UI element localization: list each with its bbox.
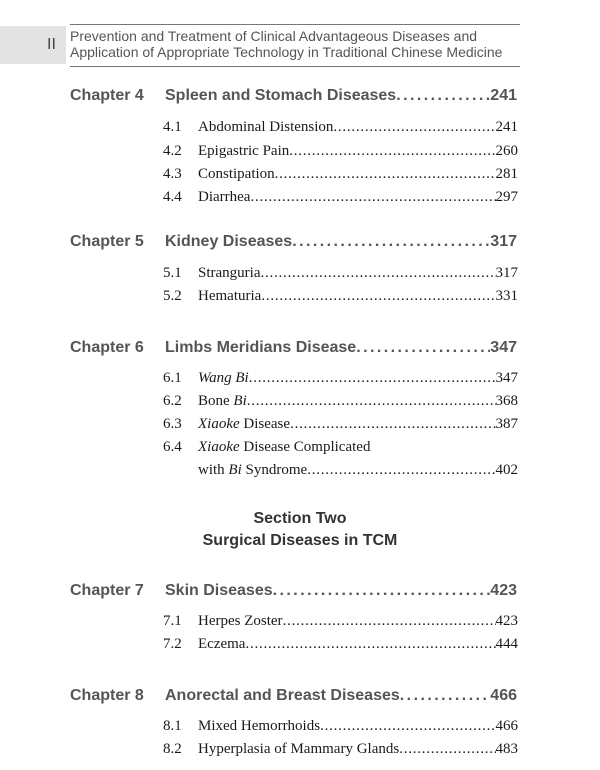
item-title-plain: Bone <box>198 393 234 409</box>
item-number: 6.1 <box>163 370 182 386</box>
running-header <box>0 0 600 70</box>
dot-leader <box>307 462 495 479</box>
item-page: 402 <box>495 462 518 478</box>
chapter-page: 423 <box>490 582 517 599</box>
item-page: 466 <box>495 718 518 734</box>
dot-leader <box>283 613 496 630</box>
chapter-page: 317 <box>490 233 517 250</box>
chapter-label: Chapter 4 <box>70 87 144 104</box>
book-title-line-1: Prevention and Treatment of Clinical Advantageous Diseases and <box>70 28 478 44</box>
item-number: 4.3 <box>163 166 182 182</box>
item-title-italic: Xiaoke <box>198 439 240 455</box>
item-title: Eczema <box>198 636 246 652</box>
item-number: 6.3 <box>163 416 182 432</box>
chapter-entry[interactable] <box>165 687 517 705</box>
item-title-italic: Bi <box>228 462 242 478</box>
dot-leader <box>292 233 490 251</box>
book-title <box>70 28 530 60</box>
item-title: Mixed Hemorrhoids <box>198 718 321 734</box>
item-title-italic: Bi <box>233 393 247 409</box>
toc-item[interactable] <box>198 393 518 410</box>
item-title: Epigastric Pain <box>198 143 290 159</box>
dot-leader <box>273 582 491 600</box>
item-page: 444 <box>495 636 518 652</box>
chapter-entry[interactable] <box>165 339 517 357</box>
section-heading <box>0 508 600 552</box>
item-number: 8.2 <box>163 741 182 757</box>
toc-item[interactable] <box>198 189 518 206</box>
chapter-page: 466 <box>490 687 517 704</box>
dot-leader <box>356 339 490 357</box>
toc-item[interactable] <box>198 288 518 305</box>
dot-leader <box>275 166 496 183</box>
item-title: Abdominal Distension <box>198 119 334 135</box>
toc-item[interactable] <box>198 462 518 479</box>
chapter-title: Anorectal and Breast Diseases <box>165 687 400 704</box>
item-title: Hematuria <box>198 288 262 304</box>
item-page: 260 <box>495 143 518 159</box>
item-page: 241 <box>495 119 518 135</box>
chapter-page: 241 <box>490 87 517 104</box>
item-title: Herpes Zoster <box>198 613 283 629</box>
item-title-prefix: with <box>198 462 229 478</box>
item-page: 317 <box>495 265 518 281</box>
item-number: 6.4 <box>163 439 182 455</box>
dot-leader <box>289 143 495 160</box>
dot-leader <box>250 189 495 206</box>
chapter-entry[interactable] <box>165 87 517 105</box>
chapter-label: Chapter 6 <box>70 339 144 356</box>
item-number: 4.2 <box>163 143 182 159</box>
item-number: 8.1 <box>163 718 182 734</box>
item-title-italic: Xiaoke <box>198 416 240 432</box>
item-title <box>198 416 290 433</box>
toc-item[interactable] <box>198 143 518 160</box>
dot-leader <box>320 718 495 735</box>
chapter-entry[interactable] <box>165 582 517 600</box>
dot-leader <box>399 741 495 758</box>
chapter-entry[interactable] <box>165 233 517 251</box>
dot-leader <box>260 265 495 282</box>
toc-item[interactable] <box>198 718 518 735</box>
book-title-line-2: Application of Appropriate Technology in Traditional Chinese Medicine <box>70 44 503 60</box>
item-page: 368 <box>495 393 518 409</box>
item-title <box>198 370 249 387</box>
item-title: Hyperplasia of Mammary Glands <box>198 741 400 757</box>
item-title: Constipation <box>198 166 275 182</box>
chapter-title: Spleen and Stomach Diseases <box>165 87 397 104</box>
section-number: Section Two <box>253 510 347 527</box>
item-title-suffix: Disease <box>239 416 291 432</box>
chapter-title: Limbs Meridians Disease <box>165 339 357 356</box>
item-number: 7.1 <box>163 613 182 629</box>
item-number: 4.4 <box>163 189 182 205</box>
item-page: 281 <box>495 166 518 182</box>
item-title: Stranguria <box>198 265 261 281</box>
toc-item[interactable] <box>198 119 518 136</box>
item-title-continued <box>198 462 307 479</box>
item-title-first-line[interactable] <box>198 439 370 456</box>
toc-item[interactable] <box>198 636 518 653</box>
item-title-suffix: Disease Complicated <box>239 439 371 455</box>
toc-item[interactable] <box>198 370 518 387</box>
item-page: 483 <box>495 741 518 757</box>
item-page: 347 <box>495 370 518 386</box>
toc-item[interactable] <box>198 741 518 758</box>
dot-leader <box>333 119 495 136</box>
header-rule-top <box>70 24 520 25</box>
header-rule-bottom <box>70 66 520 67</box>
item-title-italic: Wang Bi <box>198 370 249 386</box>
chapter-label: Chapter 7 <box>70 582 144 599</box>
dot-leader <box>245 636 495 653</box>
item-title <box>198 393 247 410</box>
item-page: 331 <box>495 288 518 304</box>
item-number: 7.2 <box>163 636 182 652</box>
item-number: 5.1 <box>163 265 182 281</box>
section-title: Surgical Diseases in TCM <box>202 532 398 549</box>
item-title: Diarrhea <box>198 189 251 205</box>
item-page: 297 <box>495 189 518 205</box>
item-number: 5.2 <box>163 288 182 304</box>
dot-leader <box>400 687 491 705</box>
dot-leader <box>247 393 496 410</box>
page-number: II <box>0 26 66 64</box>
item-title-suffix: Syndrome <box>241 462 308 478</box>
item-number: 6.2 <box>163 393 182 409</box>
dot-leader <box>290 416 495 433</box>
item-page: 423 <box>495 613 518 629</box>
item-number: 4.1 <box>163 119 182 135</box>
item-page: 387 <box>495 416 518 432</box>
toc-item[interactable] <box>198 613 518 630</box>
toc-item[interactable] <box>198 166 518 183</box>
toc-item[interactable] <box>198 416 518 433</box>
dot-leader <box>249 370 496 387</box>
chapter-title: Kidney Diseases <box>165 233 293 250</box>
toc-item[interactable] <box>198 265 518 282</box>
chapter-title: Skin Diseases <box>165 582 273 599</box>
dot-leader <box>396 87 490 105</box>
dot-leader <box>261 288 495 305</box>
chapter-label: Chapter 8 <box>70 687 144 704</box>
chapter-label: Chapter 5 <box>70 233 144 250</box>
chapter-page: 347 <box>490 339 517 356</box>
